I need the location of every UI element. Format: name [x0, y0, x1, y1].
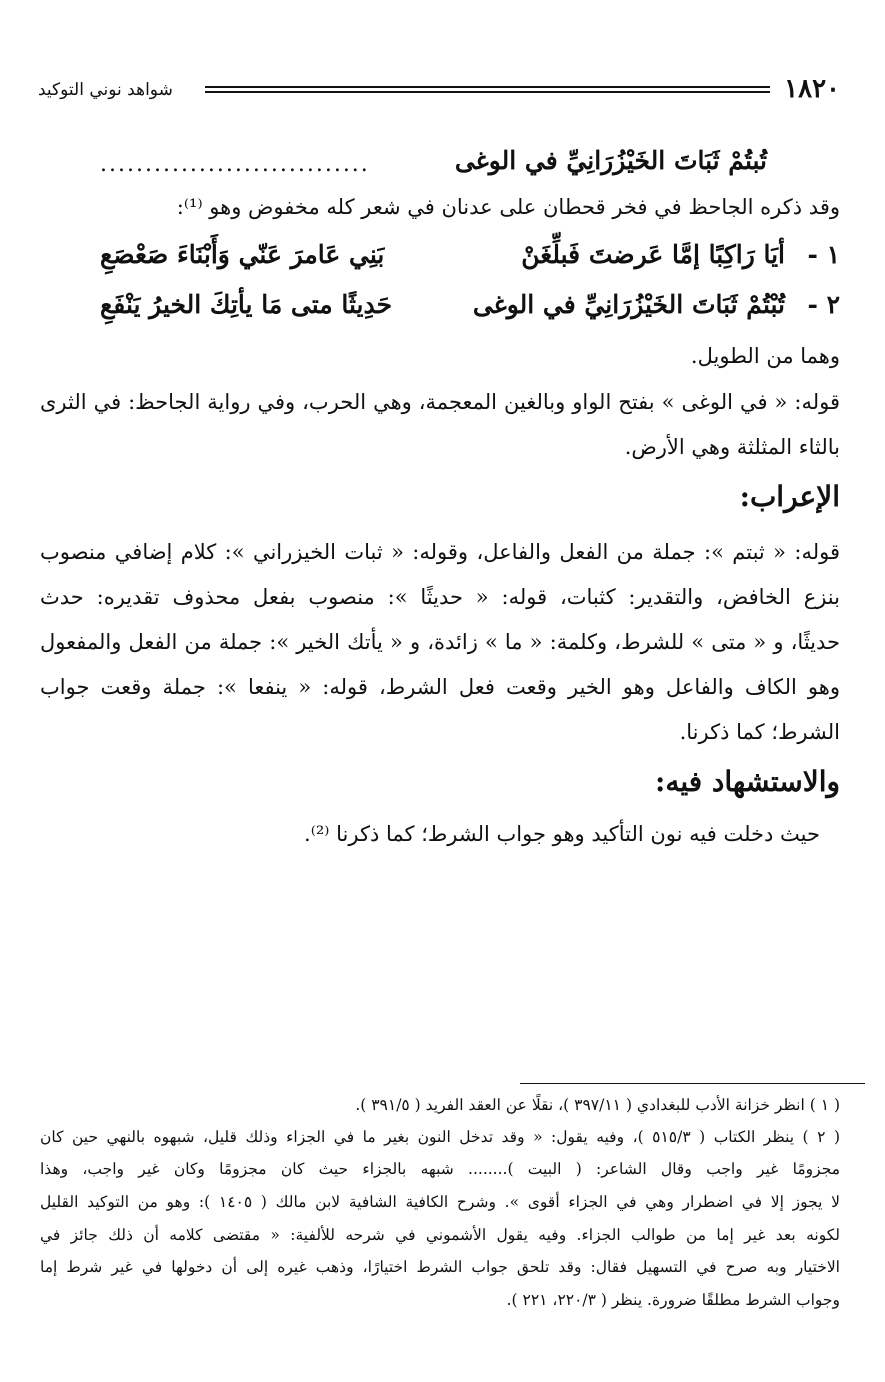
footnote: لا يجوز إلا في اضطرار وهي في الجزاء أقوى ». وشرح الكافية الشافية لابن مالك ( ١٤٠٥ ): وهو من التوكيد القليل [40, 1193, 840, 1211]
footnote: ( ١ ) انظر خزانة الأدب للبغدادي ( ٣٩٧/١١ )، نقلًا عن العقد الفريد ( ٣٩١/٥ ). [355, 1096, 840, 1114]
opening-verse: تُبتُمْ ثَبَاتَ الخَيْزُرَانِيِّ في الوغى [454, 146, 767, 175]
footnote: ( ٢ ) ينظر الكتاب ( ٥١٥/٣ )، وفيه يقول: « وقد تدخل النون بغير ما في الجزاء وذلك قليل، شبهوه بالنهي حين كان [40, 1128, 840, 1146]
footnote-separator [520, 1083, 865, 1084]
header-double-rule [205, 86, 770, 93]
footnote: مجزومًا غير واجب وقال الشاعر: ( البيت )........ شبهه بالجزاء حيث كان مجزومًا وكان غير واجب، وهذا [40, 1160, 840, 1178]
irab-line: حديثًا، و « متى » للشرط، وكلمة: « ما » زائدة، و « يأتك الخير »: جملة من الفعل والمفعول [40, 630, 840, 654]
footnote: الاختيار وبه صرح في التسهيل فقال: وقد تلحق جواب الشرط اختيارًا، وذهب غيره إلى أن دخولها في غير شرط إما [40, 1258, 840, 1276]
verse-first-hemistich: تُبْتُمْ ثَبَاتَ الخَيْزُرَانِيِّ في الوغى [472, 290, 785, 319]
meter-line: وهما من الطويل. [690, 344, 840, 368]
istishhad-heading: والاستشهاد فيه: [655, 765, 840, 798]
page-number: ١٨٢٠ [784, 74, 840, 104]
verse-number: ١ - [807, 240, 840, 269]
intro-line: وقد ذكره الجاحظ في فخر قحطان على عدنان في شعر كله مخفوض وهو ⁽¹⁾: [176, 195, 840, 219]
running-title: شواهد نوني التوكيد [38, 80, 173, 100]
footnote: وجواب الشرط مطلقًا ضرورة. ينظر ( ٢٢٠/٣، ٢٢١ ). [506, 1291, 840, 1309]
irab-line: بنزع الخافض، والتقدير: كثبات، قوله: « حديثًا »: منصوب بفعل محذوف تقديره: حدث [40, 585, 840, 609]
irab-line: وهو الكاف والفاعل وهو الخير وقعت فعل الشرط، قوله: « ينفعا »: جملة وقعت جواب [40, 675, 840, 699]
commentary-line: بالثاء المثلثة وهي الأرض. [624, 435, 840, 459]
verse-second-hemistich: حَدِيثًا متى مَا يأتِكَ الخيرُ يَنْفَعِ [100, 290, 393, 319]
verse-number: ٢ - [807, 290, 840, 319]
footnote: لكونه بعد غير إما من طوالب الجزاء. وفيه يقول الأشموني في شرحه للألفية: « مقتضى كلامه أن ذلك جائز في [40, 1226, 840, 1244]
irab-line: قوله: « ثبتم »: جملة من الفعل والفاعل، وقوله: « ثبات الخيزراني »: كلام إضافي منصوب [40, 540, 840, 564]
irab-heading: الإعراب: [739, 480, 840, 513]
verse-second-hemistich: بَنِي عَامرَ عَنّي وَأَبْنَاءَ صَعْصَعِ [100, 240, 385, 269]
commentary-line: قوله: « في الوغى » بفتح الواو وبالغين المعجمة، وهي الحرب، وفي رواية الجاحظ: في الثرى [40, 390, 840, 414]
istishhad-line: حيث دخلت فيه نون التأكيد وهو جواب الشرط؛ كما ذكرنا ⁽²⁾. [304, 822, 820, 846]
verse-first-hemistich: أيَا رَاكِبًا إمَّا عَرضتَ فَبلِّغَنْ [521, 240, 785, 269]
irab-line: الشرط؛ كما ذكرنا. [679, 720, 840, 744]
opening-dots: .............................. [100, 152, 370, 177]
